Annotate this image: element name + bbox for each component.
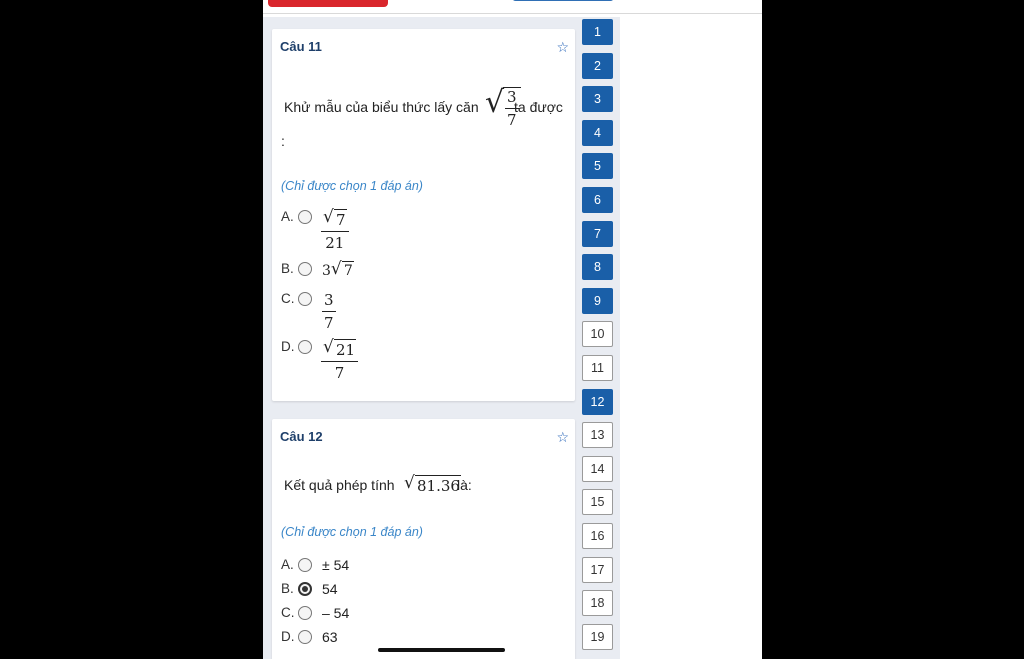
- star-outline-icon[interactable]: ☆: [556, 39, 569, 55]
- question-nav-2[interactable]: 2: [582, 53, 613, 79]
- radio-icon[interactable]: [298, 340, 312, 354]
- question-title: Câu 11: [280, 39, 322, 54]
- question-title: Câu 12: [280, 429, 323, 444]
- option-value: 63: [322, 629, 338, 645]
- option-c-value: 3 7: [324, 291, 334, 332]
- question-nav-11[interactable]: 11: [582, 355, 613, 381]
- star-outline-icon[interactable]: ☆: [556, 429, 569, 445]
- question-nav-15[interactable]: 15: [582, 489, 613, 515]
- question-nav-1[interactable]: 1: [582, 19, 613, 45]
- question-nav-19[interactable]: 19: [582, 624, 613, 650]
- radio-icon[interactable]: [298, 292, 312, 306]
- submit-button[interactable]: [268, 0, 388, 7]
- question-nav-9[interactable]: 9: [582, 288, 613, 314]
- question-expression: √ 81.36: [404, 473, 460, 495]
- question-nav-3[interactable]: 3: [582, 86, 613, 112]
- radio-icon[interactable]: [298, 606, 312, 620]
- question-text-after: là:: [457, 477, 472, 493]
- question-card-12: Câu 12 ☆ Kết quả phép tính √ 81.36 là: (Chỉ được chọn 1 đáp án) A. ± 54 B. 54 C. – 54 D. 63: [272, 419, 575, 659]
- question-nav-4[interactable]: 4: [582, 120, 613, 146]
- phone-screen: [263, 0, 762, 659]
- radio-icon[interactable]: [298, 630, 312, 644]
- question-nav-17[interactable]: 17: [582, 557, 613, 583]
- radio-icon[interactable]: [298, 210, 312, 224]
- question-nav-12[interactable]: 12: [582, 389, 613, 415]
- option-a-value: √ 7 21: [321, 209, 349, 252]
- option-value: – 54: [322, 605, 350, 621]
- question-area: [263, 17, 620, 659]
- option-b-value: 3 √ 7: [322, 259, 353, 279]
- radio-selected-icon[interactable]: [298, 582, 312, 596]
- option-value: 54: [322, 581, 338, 597]
- option-d-value: √ 21 7: [321, 339, 358, 382]
- toolbar-button[interactable]: [512, 0, 614, 1]
- question-text: Khử mẫu của biểu thức lấy căn: [284, 99, 479, 115]
- question-nav-7[interactable]: 7: [582, 221, 613, 247]
- question-nav-10[interactable]: 10: [582, 321, 613, 347]
- question-nav-18[interactable]: 18: [582, 590, 613, 616]
- hint-text: (Chỉ được chọn 1 đáp án): [281, 179, 423, 193]
- question-nav-6[interactable]: 6: [582, 187, 613, 213]
- home-indicator[interactable]: [378, 648, 505, 652]
- option-value: ± 54: [322, 557, 350, 573]
- question-nav-5[interactable]: 5: [582, 153, 613, 179]
- radio-icon[interactable]: [298, 262, 312, 276]
- question-text: Kết quả phép tính: [284, 477, 395, 493]
- radio-icon[interactable]: [298, 558, 312, 572]
- question-nav-13[interactable]: 13: [582, 422, 613, 448]
- question-card-11: Câu 11 ☆ Khử mẫu của biểu thức lấy căn √ $\frac{3}{7}$ ta được : (Chỉ được chọn 1 đáp án) A. √ 7 21 B. 3 √ 7 C. 3 7 D. √ 21 7: [272, 29, 575, 401]
- question-nav-8[interactable]: 8: [582, 254, 613, 280]
- question-navigator: [576, 17, 620, 659]
- question-nav-14[interactable]: 14: [582, 456, 613, 482]
- question-text-end: :: [281, 133, 285, 149]
- question-text-after: ta được: [514, 99, 563, 115]
- question-nav-16[interactable]: 16: [582, 523, 613, 549]
- hint-text: (Chỉ được chọn 1 đáp án): [281, 525, 423, 539]
- question-expression: √ $\frac{3}{7}$: [485, 85, 514, 127]
- top-toolbar: [263, 0, 762, 14]
